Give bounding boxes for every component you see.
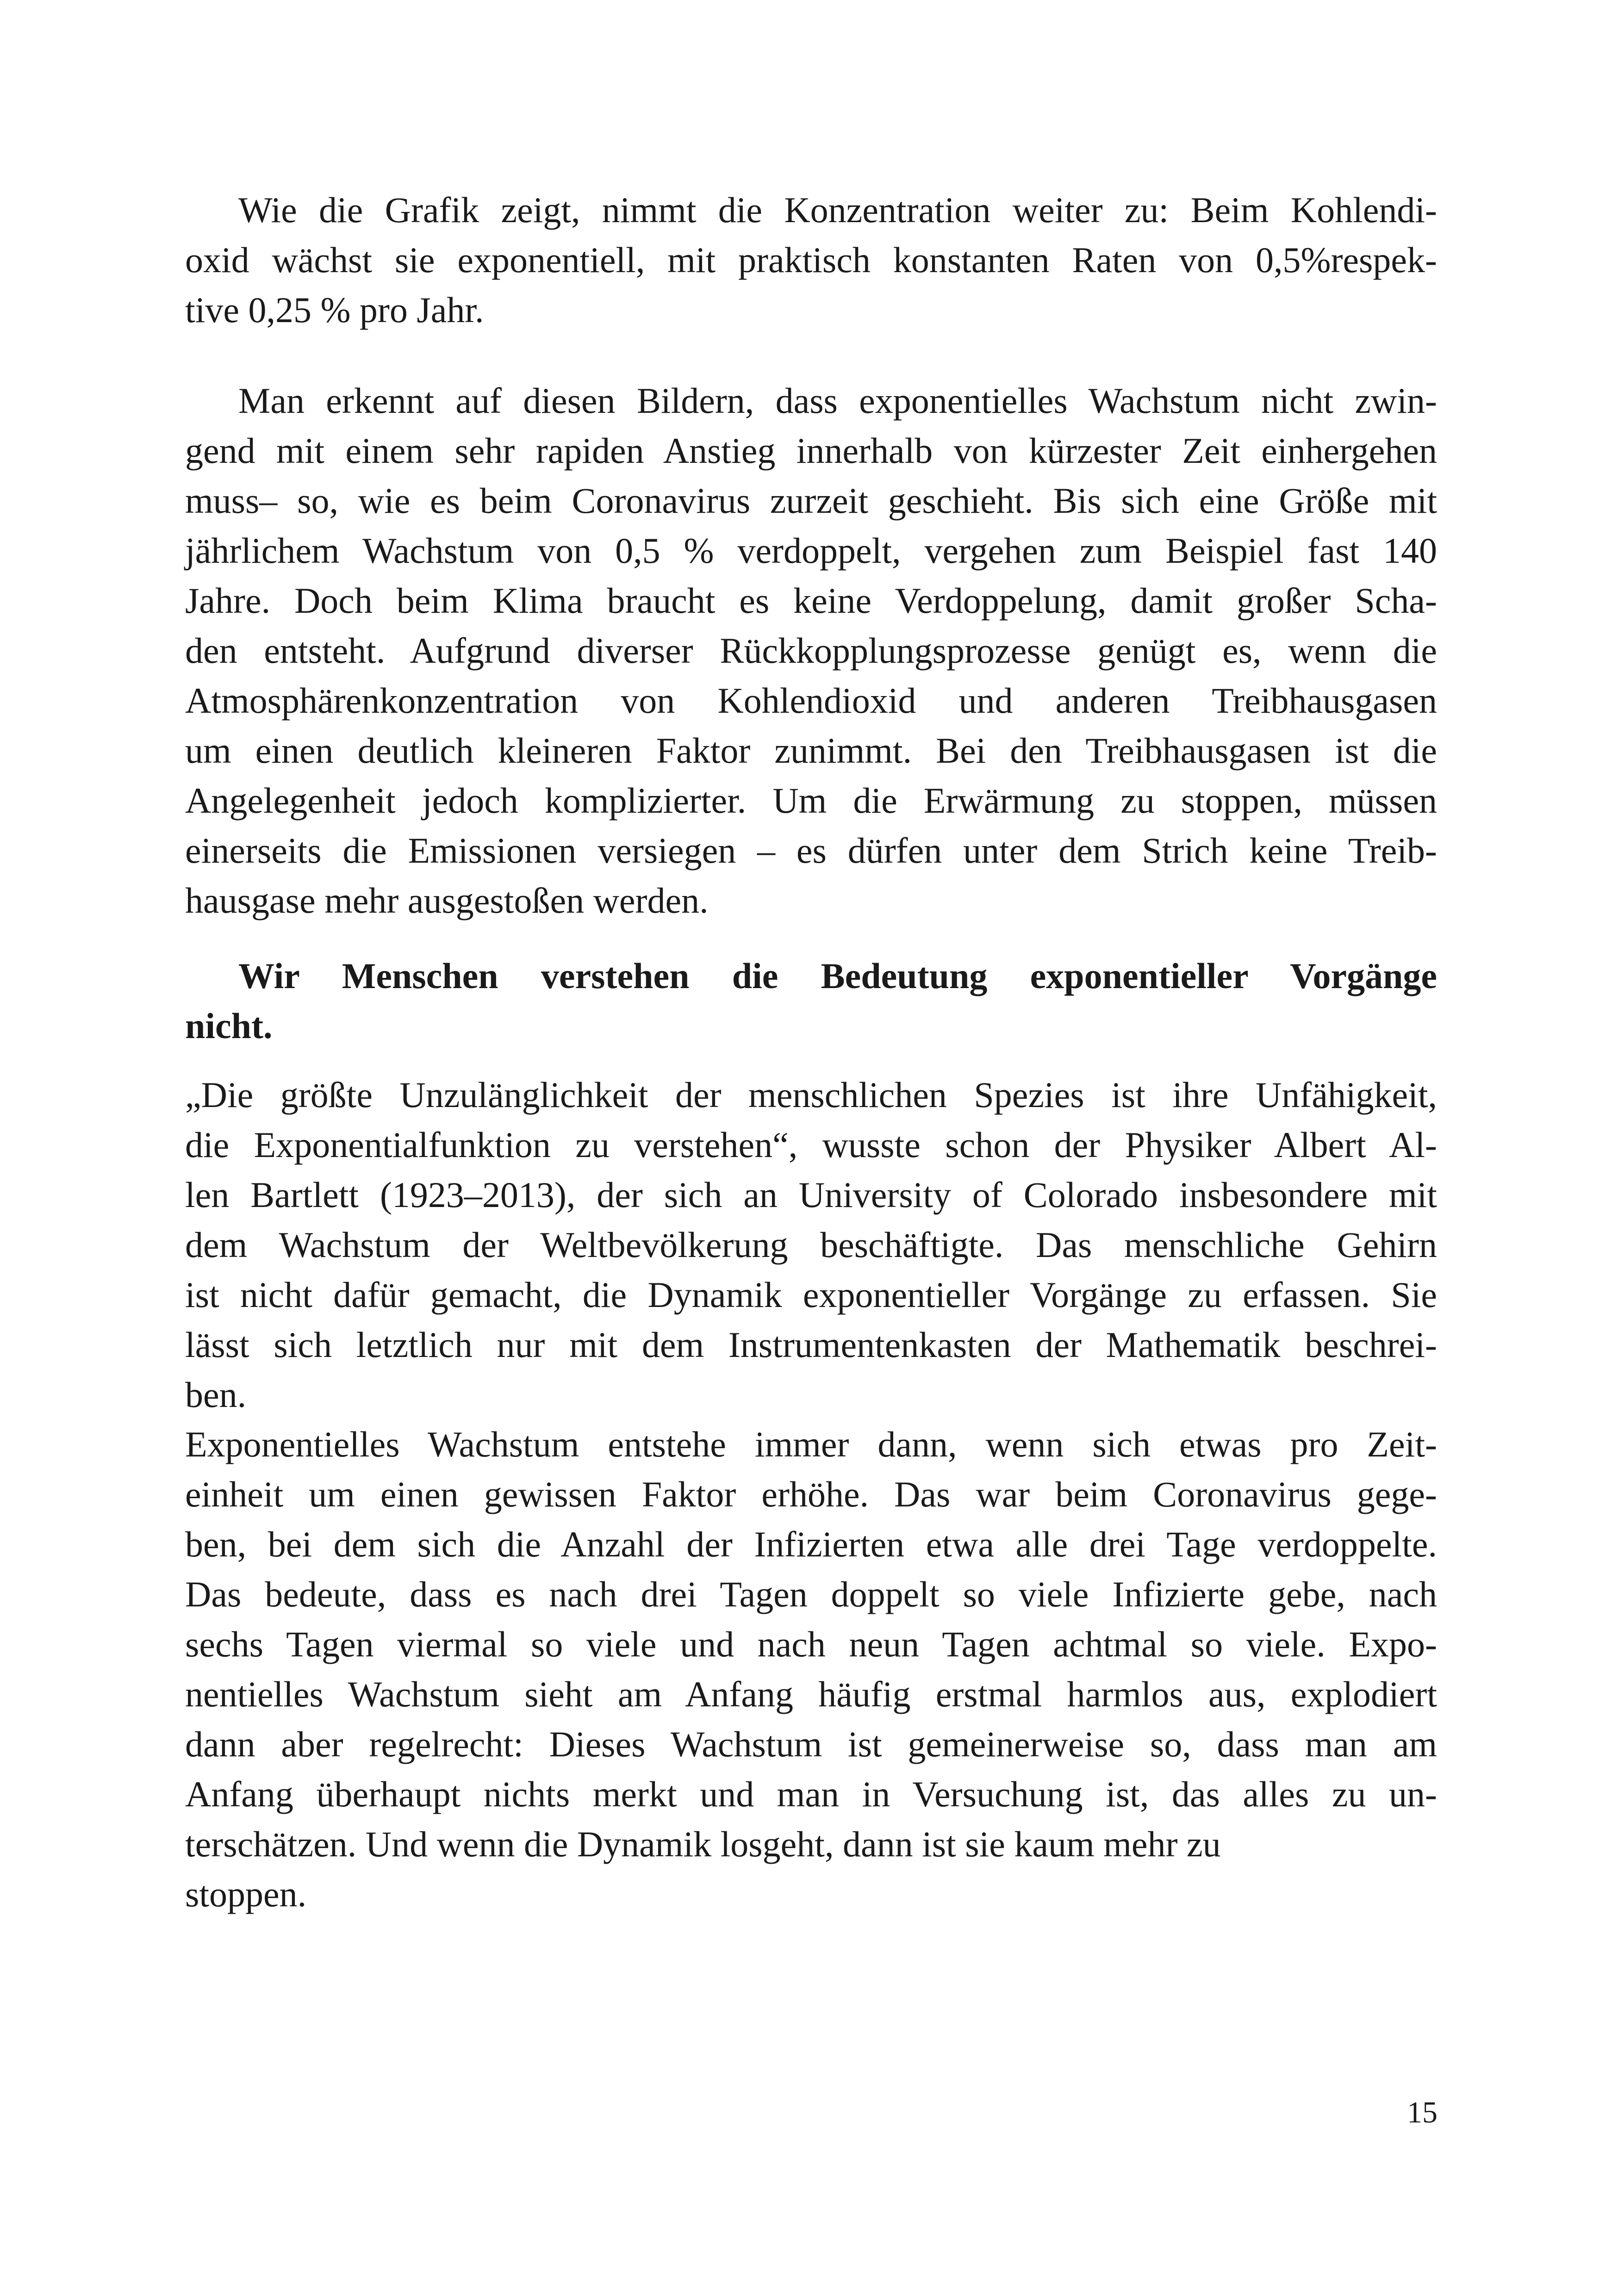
- text-line: gend mit einem sehr rapiden Anstieg innerhalb von kürzester Zeit einhergehen: [185, 430, 1437, 471]
- text-line: Angelegenheit jedoch komplizierter. Um die Erwärmung zu stoppen, müssen: [185, 780, 1437, 821]
- text-line: einheit um einen gewissen Faktor erhöhe. Das war beim Coronavirus gege-: [185, 1474, 1437, 1514]
- paragraph-3: [185, 1070, 1437, 1420]
- text-line: den entsteht. Aufgrund diverser Rückkopplungsprozesse genügt es, wenn die: [185, 630, 1437, 671]
- paragraph-4: [185, 1419, 1437, 1919]
- text-line: dem Wachstum der Weltbevölkerung beschäftigte. Das menschliche Gehirn: [185, 1225, 1437, 1265]
- paragraph-1: [185, 185, 1437, 335]
- text-line: muss– so, wie es beim Coronavirus zurzeit geschieht. Bis sich eine Größe mit: [185, 480, 1437, 521]
- text-line: einerseits die Emissionen versiegen – es dürfen unter dem Strich keine Treib-: [185, 830, 1437, 871]
- text-line: die Exponentialfunktion zu verstehen“, wusste schon der Physiker Albert Al-: [185, 1125, 1437, 1165]
- text-line: sechs Tagen viermal so viele und nach neun Tagen achtmal so viele. Expo-: [185, 1624, 1437, 1664]
- text-line: ist nicht dafür gemacht, die Dynamik exponentieller Vorgänge zu erfassen. Sie: [185, 1275, 1437, 1315]
- text-line: ben, bei dem sich die Anzahl der Infizierten etwa alle drei Tage verdoppelte.: [185, 1524, 1437, 1564]
- page-number: 15: [1407, 2096, 1438, 2129]
- text-line: oxid wächst sie exponentiell, mit praktisch konstanten Raten von 0,5%respek-: [185, 240, 1437, 280]
- text-line: dann aber regelrecht: Dieses Wachstum ist gemeinerweise so, dass man am: [185, 1724, 1437, 1764]
- paragraph-2: [185, 376, 1437, 926]
- text-line: Wie die Grafik zeigt, nimmt die Konzentration weiter zu: Beim Kohlendi-: [238, 190, 1437, 230]
- text-line: stoppen.: [185, 1874, 307, 1914]
- text-line: len Bartlett (1923–2013), der sich an University of Colorado insbesondere mit: [185, 1175, 1437, 1215]
- text-line: Atmosphärenkonzentration von Kohlendioxid und anderen Treibhausgasen: [185, 680, 1437, 721]
- heading-line: Wir Menschen verstehen die Bedeutung exponentieller Vorgänge: [238, 956, 1437, 996]
- text-line: Exponentielles Wachstum entstehe immer dann, wenn sich etwas pro Zeit-: [185, 1424, 1437, 1464]
- section-heading: [185, 951, 1437, 1051]
- text-line: um einen deutlich kleineren Faktor zunimmt. Bei den Treibhausgasen ist die: [185, 730, 1437, 771]
- text-line: ben.: [185, 1375, 247, 1415]
- text-line: nentielles Wachstum sieht am Anfang häufig erstmal harmlos aus, explodiert: [185, 1674, 1437, 1714]
- text-line: „Die größte Unzulänglichkeit der menschlichen Spezies ist ihre Unfähigkeit,: [185, 1075, 1437, 1115]
- text-line: Anfang überhaupt nichts merkt und man in Versuchung ist, das alles zu un-: [185, 1774, 1437, 1814]
- text-line: tive 0,25 % pro Jahr.: [185, 290, 484, 330]
- text-line: Jahre. Doch beim Klima braucht es keine Verdoppelung, damit großer Scha-: [185, 580, 1437, 621]
- text-line: Man erkennt auf diesen Bildern, dass exponentielles Wachstum nicht zwin-: [238, 380, 1437, 421]
- text-line: lässt sich letztlich nur mit dem Instrumentenkasten der Mathematik beschrei-: [185, 1325, 1437, 1365]
- heading-line: nicht.: [185, 1006, 273, 1046]
- text-line: jährlichem Wachstum von 0,5 % verdoppelt, vergehen zum Beispiel fast 140: [185, 530, 1437, 571]
- text-line: hausgase mehr ausgestoßen werden.: [185, 880, 709, 921]
- text-line: terschätzen. Und wenn die Dynamik losgeht, dann ist sie kaum mehr zu: [185, 1824, 1221, 1864]
- text-line: Das bedeute, dass es nach drei Tagen doppelt so viele Infizierte gebe, nach: [185, 1574, 1437, 1614]
